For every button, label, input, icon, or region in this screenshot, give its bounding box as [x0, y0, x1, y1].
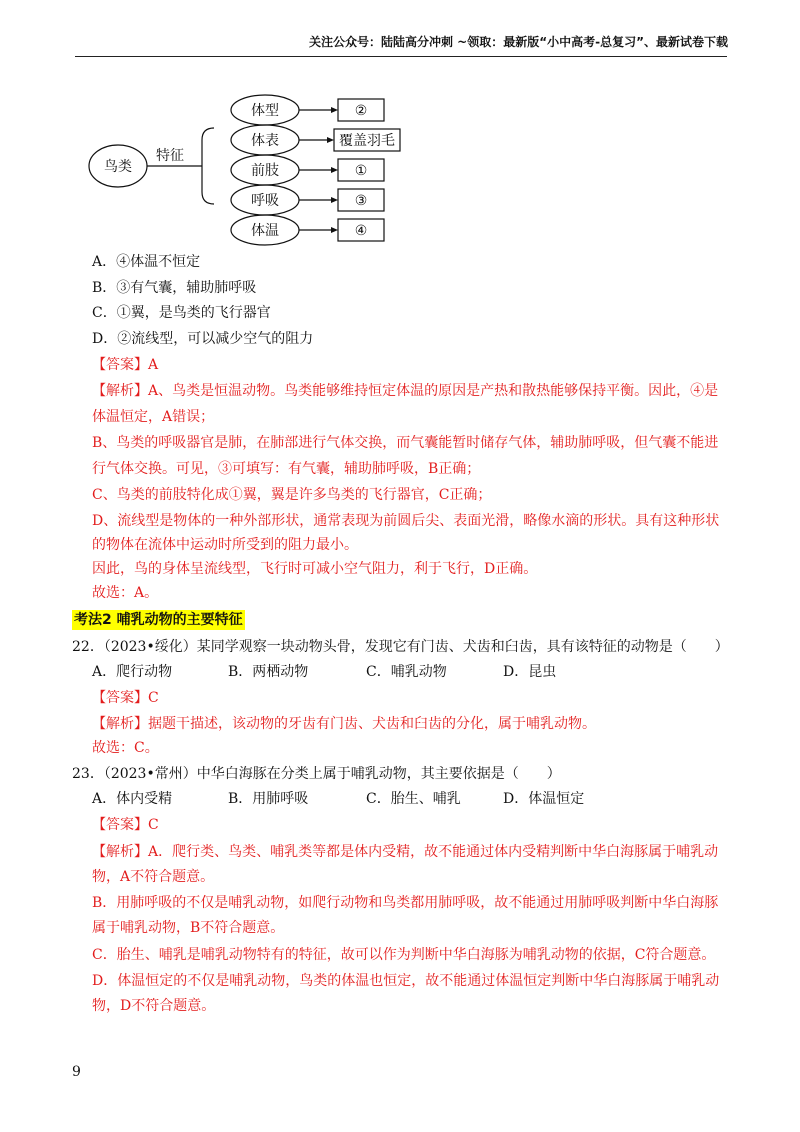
q21-answer: 【答案】A [92, 357, 159, 373]
q23-analysis-line: 物，A不符合题意。 [92, 869, 215, 885]
q23-analysis-line: 物，D不符合题意。 [92, 998, 216, 1014]
q22-option-c: C．哺乳动物 [366, 664, 447, 680]
q23-stem: 23．（2023•常州）中华白海豚在分类上属于哺乳动物，其主要依据是（ ） [72, 766, 561, 782]
arrowhead [331, 167, 338, 173]
q21-analysis-line: 的物体在流体中运动时所受到的阻力最小。 [92, 537, 358, 553]
page-header: 关注公众号：陆陆高分冲刺 ~领取：最新版“小中高考-总复习”、最新试卷下载 [309, 35, 728, 49]
q21-analysis-line: 【解析】A、鸟类是恒温动物。鸟类能够维持恒定体温的原因是产热和散热能够保持平衡。因此，④是 [92, 383, 719, 399]
q21-analysis-line: 体温恒定，A错误； [92, 409, 215, 425]
q21-option-c: C．①翼，是鸟类的飞行器官 [92, 305, 271, 321]
q23-option-a: A．体内受精 [92, 791, 173, 807]
q22-option-d: D．昆虫 [503, 664, 557, 680]
q22-analysis-line: 故选：C。 [92, 740, 159, 756]
arrowhead [331, 107, 338, 113]
q23-answer: 【答案】C [92, 817, 159, 833]
root-label: 鸟类 [104, 159, 132, 175]
arrowhead [327, 137, 334, 143]
feature-label: 呼吸 [251, 193, 279, 209]
q23-analysis-line: 属于哺乳动物，B不符合题意。 [92, 920, 285, 936]
feature-label: 体表 [251, 133, 279, 149]
branch-label: 特征 [156, 148, 184, 164]
feature-label: 体型 [251, 103, 279, 119]
q22-answer: 【答案】C [92, 690, 159, 706]
q23-analysis-line: D．体温恒定的不仅是哺乳动物，鸟类的体温也恒定，故不能通过体温恒定判断中华白海豚属于哺乳动 [92, 973, 720, 989]
q23-option-b: B．用肺呼吸 [228, 791, 309, 807]
feature-label: 前肢 [251, 163, 279, 179]
value-label: ③ [354, 193, 368, 209]
q21-analysis-line: 故选：A。 [92, 585, 159, 601]
q21-option-b: B．③有气囊，辅助肺呼吸 [92, 280, 257, 296]
arrowhead [331, 197, 338, 203]
q23-analysis-line: C．胎生、哺乳是哺乳动物特有的特征，故可以作为判断中华白海豚为哺乳动物的依据，C符合题意。 [92, 947, 716, 963]
q21-analysis-line: C、鸟类的前肢特化成①翼，翼是许多鸟类的飞行器官，C正确； [92, 487, 492, 503]
q22-stem: 22．（2023•绥化）某同学观察一块动物头骨，发现它有门齿、犬齿和臼齿，具有该特征的动物是（ ） [72, 639, 729, 655]
q21-analysis-line: 行气体交换。可见，③可填写：有气囊，辅助肺呼吸，B正确； [92, 461, 481, 477]
q23-option-c: C．胎生、哺乳 [366, 791, 461, 807]
q21-analysis-line: 因此，鸟的身体呈流线型，飞行时可减小空气阻力，利于飞行，D正确。 [92, 561, 538, 577]
q21-analysis-line: B、鸟类的呼吸器官是肺，在肺部进行气体交换，而气囊能暂时储存气体，辅助肺呼吸，但气囊不能进 [92, 435, 719, 451]
q21-analysis-line: D、流线型是物体的一种外部形状，通常表现为前圆后尖、表面光滑，略像水滴的形状。具有这种形状 [92, 513, 720, 529]
arrowhead [331, 227, 338, 233]
q23-analysis-line: B．用肺呼吸的不仅是哺乳动物，如爬行动物和鸟类都用肺呼吸，故不能通过用肺呼吸判断中华白海豚 [92, 895, 719, 911]
page-number: 9 [72, 1064, 81, 1080]
q23-analysis-line: 【解析】A．爬行类、鸟类、哺乳类等都是体内受精，故不能通过体内受精判断中华白海豚属于哺乳动 [92, 844, 719, 860]
feature-label: 体温 [251, 223, 279, 239]
q22-analysis-line: 【解析】据题干描述，该动物的牙齿有门齿、犬齿和臼齿的分化，属于哺乳动物。 [92, 716, 596, 732]
section-heading: 考法2 哺乳动物的主要特征 [74, 612, 243, 628]
value-label: ① [354, 163, 368, 179]
q21-option-a: A．④体温不恒定 [92, 254, 201, 270]
value-label: 覆盖羽毛 [339, 133, 395, 149]
q22-option-a: A．爬行动物 [92, 664, 173, 680]
header-divider [75, 56, 727, 57]
q21-option-d: D．②流线型，可以减少空气的阻力 [92, 331, 314, 347]
q23-option-d: D．体温恒定 [503, 791, 585, 807]
q22-option-b: B．两栖动物 [228, 664, 309, 680]
value-label: ④ [354, 223, 368, 239]
bird-features-diagram [80, 88, 420, 248]
value-label: ② [354, 103, 368, 119]
